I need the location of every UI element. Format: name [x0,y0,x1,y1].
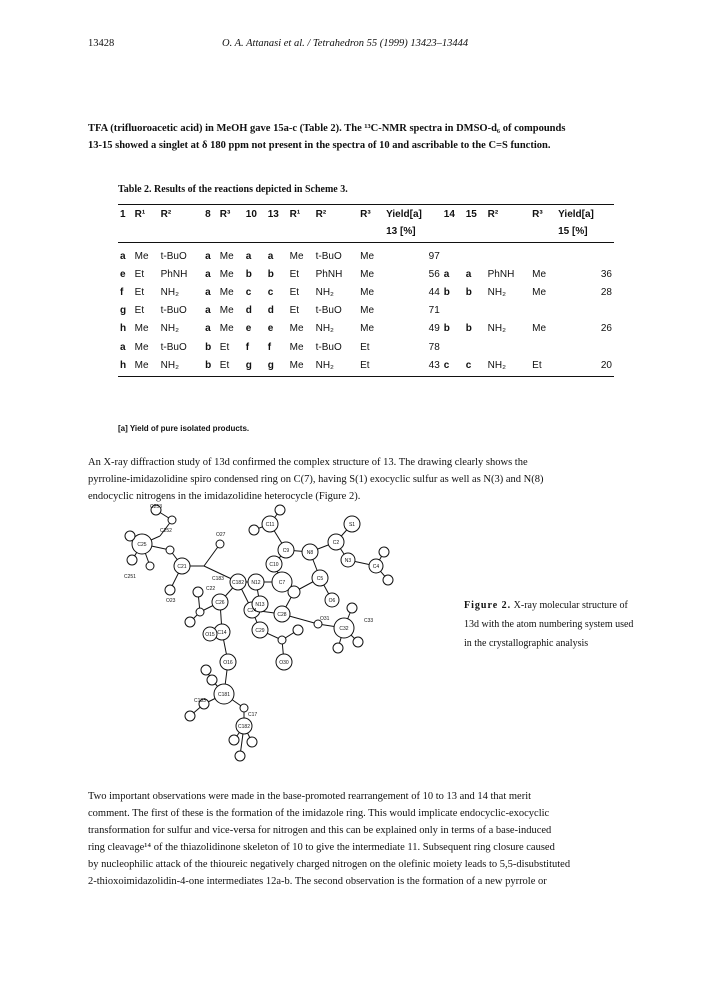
table-cell: b [465,286,472,298]
text-line: pyrroline-imidazolidine spiro condensed ring on C(7), having S(1) exocyclic sulfur as well as N(3) and N(8) [88,474,544,485]
table-header-cell: R² [486,205,531,223]
table-cell: t-BuO [315,305,342,317]
table-cell: d [245,305,252,317]
table-header-cell [203,222,218,243]
table-cell: h [120,323,127,335]
atom-label: C5 [316,576,324,582]
text-line: Two important observations were made in the base-promoted rearrangement of 10 to 13 and 14 that merit [88,791,532,802]
table-row [118,265,614,283]
table-cell: g [244,356,266,377]
table-cell: b [443,323,450,335]
table-cell: Me [219,250,234,262]
table-cell: NH₂ [486,356,531,377]
table-cell: b [205,341,212,353]
table-header-cell: 8 [203,205,218,223]
atom-label: C182 [238,724,250,730]
table-header-cell: R³ [530,205,556,223]
table-cell: a [205,286,211,298]
table-cell: h [118,356,133,377]
table-header-cell: R¹ [288,205,314,223]
table-cell: b [203,356,218,377]
table-cell: a [205,250,211,262]
atom-label: O31 [320,616,330,622]
table-cell: Me [360,323,375,335]
table-cell: a [205,323,211,335]
table-cell: e [267,323,274,335]
text-line: 2-thioxoimidazolidin-4-one intermediates 12a-b. The second observation is the formation of a new pyrrole or [88,876,547,887]
table-cell: Me [532,323,547,335]
table-header-cell [266,222,288,243]
table-cell: NH₂ [315,323,334,335]
atom-label: O15 [205,632,215,638]
page-number: 13428 [88,38,115,49]
atom-label: C10 [269,562,279,568]
table-cell: Me [134,250,149,262]
table-header-cell: 10 [244,205,266,223]
atom-label: C21 [177,564,187,570]
atom-label: N12 [251,580,261,586]
table-header-cell [442,222,464,243]
table-cell: Et [358,356,384,377]
atom-label: C183 [194,698,206,704]
table-cell: Me [360,250,375,262]
atom-label: C26 [215,600,225,606]
atom-label: C252 [160,528,172,534]
table-cell: g [266,356,288,377]
table-cell: Me [219,305,234,317]
atom-label: C2 [332,540,340,546]
table-cell [556,338,614,356]
table-cell: Me [288,356,314,377]
atom-label: C33 [364,618,374,624]
atom-label: S1 [348,522,356,528]
table-cell: Et [289,268,300,280]
text-line: comment. The first of these is the formation of the imidazole ring. This would implicate endocyclic-exocyclic [88,808,550,819]
running-title: O. A. Attanasi et al. / Tetrahedron 55 (1999) 13423–13444 [222,38,469,49]
table-cell: Et [289,286,300,298]
atom-label: N8 [306,550,314,556]
table-row [118,302,614,320]
atom-label: C25 [137,542,147,548]
table-header-cell: 13 [266,205,288,223]
table-cell: Me [289,341,304,353]
atom-label: C4 [372,564,380,570]
table-cell: Me [360,286,375,298]
table-row [118,320,614,338]
table-header-cell: R³ [358,205,384,223]
atom-label: O16 [223,660,233,666]
atom-label: N13 [255,602,265,608]
xray-structure-figure [120,494,440,764]
table-cell: Me [219,323,234,335]
table-cell: t-BuO [160,250,187,262]
table-cell: t-BuO [160,341,187,353]
table-cell: 43 [384,356,442,377]
table-cell: a [267,250,274,262]
atom-label: C28 [277,612,287,618]
table-cell [486,243,531,266]
atom-label: C9 [282,548,290,554]
table-cell: 56 [428,268,440,280]
figure-caption-label: Figure 2. [464,600,512,611]
table-cell: f [245,341,250,353]
atom-label: C14 [217,630,227,636]
atom-label: C32 [339,626,349,632]
atom-label: N3 [344,558,352,564]
table-cell: t-BuO [160,305,187,317]
table-cell: PhNH [315,268,343,280]
table-cell: 20 [556,356,614,377]
table-cell: Et [289,305,300,317]
table-cell: g [120,305,127,317]
table-header-cell [244,222,266,243]
table-cell [464,243,486,266]
table-header-cell [218,222,244,243]
atom-label: C24 [247,608,257,614]
table-cell: a [245,250,252,262]
table-cell: NH₂ [315,286,334,298]
table-cell: NH₂ [160,323,179,335]
table-row [118,243,614,266]
table-cell: c [442,356,464,377]
atom-label: C11 [265,522,275,528]
table-cell [464,302,486,320]
table-cell [442,338,464,356]
table-header-cell [530,222,556,243]
table-header-cell [358,222,384,243]
table-cell: PhNH [160,268,188,280]
table-header-cell: R³ [218,205,244,223]
table-cell: f [267,341,272,353]
table-cell: Me [532,268,547,280]
text-line: ring cleavage¹⁴ of the thiazolidinone skeleton of 10 to give the intermediate 11. Subsequent ring closure caused [88,842,555,853]
table-cell: Me [532,286,547,298]
table-cell: Et [218,356,244,377]
table-header-cell [486,222,531,243]
table-cell: c [464,356,486,377]
observations-paragraph [88,788,640,890]
atom-label: C251 [124,574,136,580]
table-cell: Et [134,286,145,298]
table-cell: a [120,250,126,262]
figure-caption [464,596,640,653]
table-cell: c [245,286,252,298]
table-cell: b [443,286,450,298]
table-cell [530,243,556,266]
table-cell: Et [360,341,370,353]
table-cell: 49 [428,323,440,335]
table-header-cell: R² [314,205,359,223]
table-caption: Table 2. Results of the reactions depicted in Scheme 3. [118,184,348,195]
table-cell: 71 [428,305,440,317]
table-cell [486,338,531,356]
table-body [118,243,614,377]
atom-label: O23 [166,598,176,604]
text-line: TFA (trifluoroacetic acid) in MeOH gave 15a-c (Table 2). The ¹³C-NMR spectra in DMSO-d₆ of compounds [88,123,566,134]
table-cell: e [120,268,126,280]
table-cell: t-BuO [315,341,342,353]
table-header-cell [464,222,486,243]
table-cell [530,302,556,320]
table-cell: b [245,268,252,280]
table-cell [556,243,614,266]
table-footnote: [a] Yield of pure isolated products. [118,424,250,433]
table-cell: NH₂ [487,323,506,335]
atom-label: C182 [232,580,244,586]
text-line: by nucleophilic attack of the thioureic negatively charged nitrogen on the olefinic moiety leads to 5,5-disubstituted [88,859,571,870]
table-cell: 28 [600,286,612,298]
table-row [118,338,614,356]
table-cell: Me [134,323,149,335]
table-header-cell: Yield[a] [384,205,442,223]
results-table [118,204,614,377]
table-cell: Et [134,268,145,280]
table-cell [442,243,464,266]
table-header-cell: R¹ [133,205,159,223]
table-header-cell: 14 [442,205,464,223]
table-header-cell [314,222,359,243]
table-cell: Me [219,286,234,298]
table-cell: a [205,305,211,317]
table-header-cell: 13 [%] [384,222,442,243]
intro-paragraph [88,120,640,154]
table-cell: d [267,305,274,317]
table-cell: NH₂ [314,356,359,377]
table-header-cell [288,222,314,243]
table-cell: 26 [600,323,612,335]
atom-label: C29 [255,628,265,634]
table-cell: t-BuO [315,250,342,262]
atom-label: C253 [150,504,162,510]
table-cell: PhNH [487,268,515,280]
table-cell: Et [219,341,230,353]
text-line: transformation for sulfur and vice-versa for nitrogen and this can be explained only in terms of a base-induced [88,825,552,836]
table-header-row-units [118,222,614,243]
figure-caption-text: X-ray molecular structure of 13d with the atom numbering system used in the crystallographic analysis [464,600,634,649]
table-header-cell: Yield[a] [556,205,614,223]
table-header-cell: 1 [118,205,133,223]
atom-label: C22 [206,586,216,592]
table-cell [556,302,614,320]
table-cell: a [120,341,126,353]
table-cell: NH₂ [159,356,204,377]
atom-label: C7 [278,580,286,586]
table-row [118,283,614,301]
table-cell [464,338,486,356]
table-header-cell: R² [159,205,204,223]
table-cell: e [245,323,252,335]
table-cell: 44 [428,286,440,298]
table-cell [486,302,531,320]
table-header-cell: 15 [464,205,486,223]
atom-label: C181 [218,692,230,698]
table-row [118,356,614,377]
table-cell: Me [360,268,375,280]
table-cell: Me [289,250,304,262]
table-header-cell [133,222,159,243]
table-cell: c [267,286,274,298]
table-header-cell: 15 [%] [556,222,614,243]
table-cell: b [267,268,274,280]
table-cell: 36 [600,268,612,280]
table-cell: a [443,268,450,280]
table-cell: Et [134,305,145,317]
table-cell [442,302,464,320]
table-cell: Me [219,268,234,280]
table-cell: b [465,323,472,335]
table-cell: NH₂ [160,286,179,298]
text-line: An X-ray diffraction study of 13d confirmed the complex structure of 13. The drawing clearly shows the [88,457,528,468]
table-header-cell [159,222,204,243]
table-cell: a [205,268,211,280]
table-header-row [118,205,614,223]
text-line: endocyclic nitrogens in the imidazolidine heterocycle (Figure 2). [88,491,361,502]
table-cell: Me [289,323,304,335]
atom-label: O30 [279,660,289,666]
table-cell: Me [360,305,375,317]
table-cell: Me [134,341,149,353]
table-cell: Me [133,356,159,377]
atom-label: C17 [248,712,258,718]
table-cell: a [465,268,472,280]
table-cell: Et [530,356,556,377]
table-cell: 78 [428,341,440,353]
table-cell: 97 [428,250,440,262]
atom-label: O6 [328,598,336,604]
atom-label: C183 [212,576,224,582]
table-header-cell [118,222,133,243]
text-line: 13-15 showed a singlet at δ 180 ppm not present in the spectra of 10 and ascribable to the C=S function. [88,140,551,151]
atom-label: O27 [216,532,226,538]
table-cell: NH₂ [487,286,506,298]
table-cell: f [120,286,124,298]
table-cell [530,338,556,356]
